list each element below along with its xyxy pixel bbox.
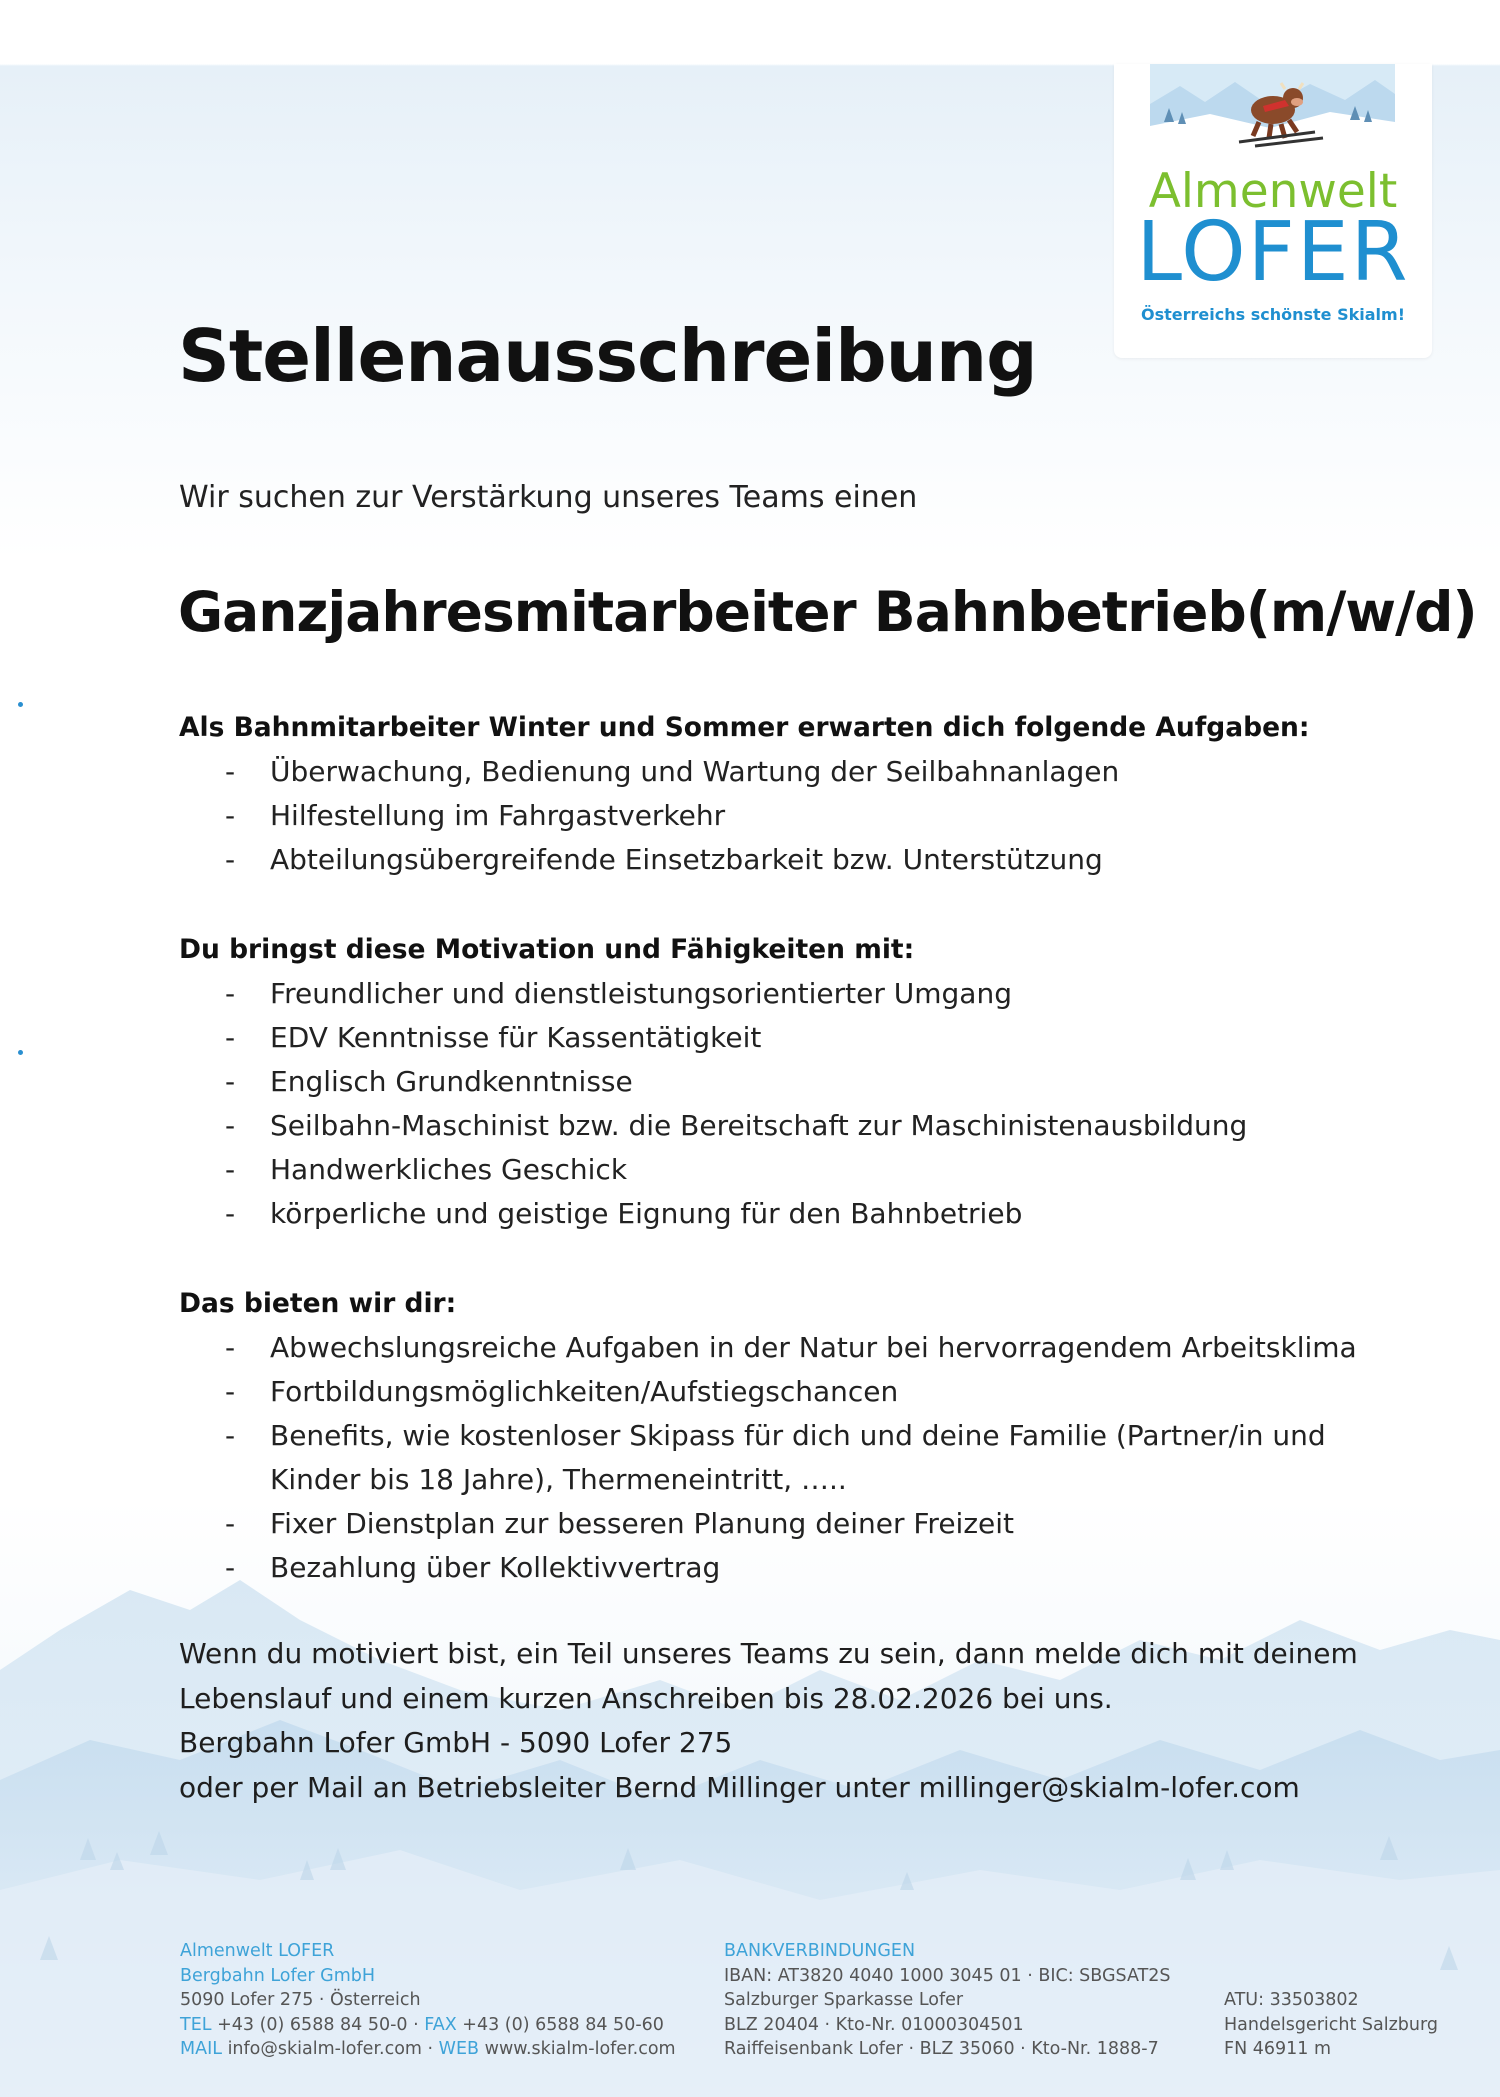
skill-list — [179, 972, 1399, 1236]
list-item: - Bezahlung über Kollektivvertrag — [179, 1546, 1379, 1590]
footer-bank-info — [724, 1939, 1171, 2062]
footer-bank2-details: Raiffeisenbank Lofer · BLZ 35060 · Kto-Nr. 1888-7 — [724, 2039, 1159, 2059]
list-item: - Englisch Grundkenntnisse — [179, 1060, 1399, 1104]
closing-line: Wenn du motiviert bist, ein Teil unseres Teams zu sein, dann melde dich mit deinem — [179, 1637, 1358, 1670]
list-item: - Benefits, wie kostenloser Skipass für dich und deine Familie (Partner/in und Kinder bis 18 Jahre), Thermeneintritt, ….. — [179, 1414, 1379, 1502]
list-item: - Abteilungsübergreifende Einsetzbarkeit bzw. Unterstützung — [179, 838, 1399, 882]
contact-email-line[interactable]: oder per Mail an Betriebsleiter Bernd Millinger unter millinger@skialm-lofer.com — [179, 1770, 1300, 1804]
footer-legal-info — [1224, 1988, 1438, 2062]
footer-fn: FN 46911 m — [1224, 2039, 1331, 2059]
margin-dot — [18, 1050, 23, 1055]
footer-atu: ATU: 33503802 — [1224, 1990, 1359, 2010]
offer-list — [179, 1326, 1379, 1590]
list-item: - Fortbildungsmöglichkeiten/Aufstiegschancen — [179, 1370, 1379, 1414]
list-item: - Hilfestellung im Fahrgastverkehr — [179, 794, 1399, 838]
position-title: Ganzjahresmitarbeiter Bahnbetrieb(m/w/d) — [178, 580, 1477, 644]
footer-phone-line: TEL +43 (0) 6588 84 50-0 · FAX +43 (0) 6588 84 50-60 — [180, 2014, 664, 2035]
footer-web-line: MAIL info@skialm-lofer.com · WEB www.skialm-lofer.com — [180, 2039, 676, 2059]
section-heading-tasks: Als Bahnmitarbeiter Winter und Sommer erwarten dich folgende Aufgaben: — [179, 712, 1310, 743]
logo-skiing-cow-illustration — [1150, 64, 1395, 148]
footer-company-info — [180, 1939, 676, 2062]
list-item: - Fixer Dienstplan zur besseren Planung deiner Freizeit — [179, 1502, 1379, 1546]
section-heading-skills: Du bringst diese Motivation und Fähigkeiten mit: — [179, 934, 915, 965]
footer-address: 5090 Lofer 275 · Österreich — [180, 1990, 421, 2010]
footer-fax-label: FAX — [424, 2014, 457, 2035]
logo-tagline: Österreichs schönste Skialm! — [1141, 305, 1405, 324]
footer-tel-label: TEL — [180, 2014, 212, 2035]
list-item: - EDV Kenntnisse für Kassentätigkeit — [179, 1016, 1399, 1060]
closing-line: Lebenslauf und einem kurzen Anschreiben bis 28.02.2026 bei uns. — [179, 1681, 1113, 1715]
list-item: - Seilbahn-Maschinist bzw. die Bereitschaft zur Maschinistenausbildung — [179, 1104, 1399, 1148]
company-address-line: Bergbahn Lofer GmbH - 5090 Lofer 275 — [179, 1726, 733, 1759]
list-item: - Handwerkliches Geschick — [179, 1148, 1399, 1192]
footer-tel[interactable]: +43 (0) 6588 84 50-0 — [217, 2014, 408, 2035]
footer-iban: IBAN: AT3820 4040 1000 3045 01 · BIC: SBGSAT2S — [724, 1965, 1171, 1986]
footer-court: Handelsgericht Salzburg — [1224, 2014, 1438, 2035]
footer-web-label: WEB — [438, 2039, 480, 2059]
list-item: - Überwachung, Bedienung und Wartung der Seilbahnanlagen — [179, 750, 1399, 794]
footer-bank1: Salzburger Sparkasse Lofer — [724, 1990, 964, 2010]
section-heading-offer: Das bieten wir dir: — [179, 1288, 457, 1319]
footer-bank-heading: BANKVERBINDUNGEN — [724, 1941, 916, 1961]
logo-brand: LOFER — [1136, 205, 1410, 300]
list-item: - Abwechslungsreiche Aufgaben in der Natur bei hervorragendem Arbeitsklima — [179, 1326, 1379, 1370]
footer-entity: Bergbahn Lofer GmbH — [180, 1965, 376, 1986]
almenwelt-lofer-logo — [1114, 64, 1432, 358]
closing-paragraph — [179, 1632, 1429, 1810]
intro-text: Wir suchen zur Verstärkung unseres Teams einen — [179, 480, 918, 515]
footer-web[interactable]: www.skialm-lofer.com — [484, 2039, 676, 2059]
task-list — [179, 750, 1399, 882]
footer-bank1-details: BLZ 20404 · Kto-Nr. 01000304501 — [724, 2014, 1024, 2035]
logo-wordmark: Almenwelt — [1148, 164, 1398, 219]
footer-fax: +43 (0) 6588 84 50-60 — [462, 2014, 664, 2035]
list-item: - körperliche und geistige Eignung für den Bahnbetrieb — [179, 1192, 1399, 1236]
footer-mail[interactable]: info@skialm-lofer.com — [227, 2039, 422, 2059]
margin-dot — [18, 702, 23, 707]
footer-mail-label: MAIL — [180, 2039, 222, 2059]
page-title: Stellenausschreibung — [178, 314, 1037, 398]
footer-company-name: Almenwelt LOFER — [180, 1941, 335, 1961]
list-item: - Freundlicher und dienstleistungsorientierter Umgang — [179, 972, 1399, 1016]
